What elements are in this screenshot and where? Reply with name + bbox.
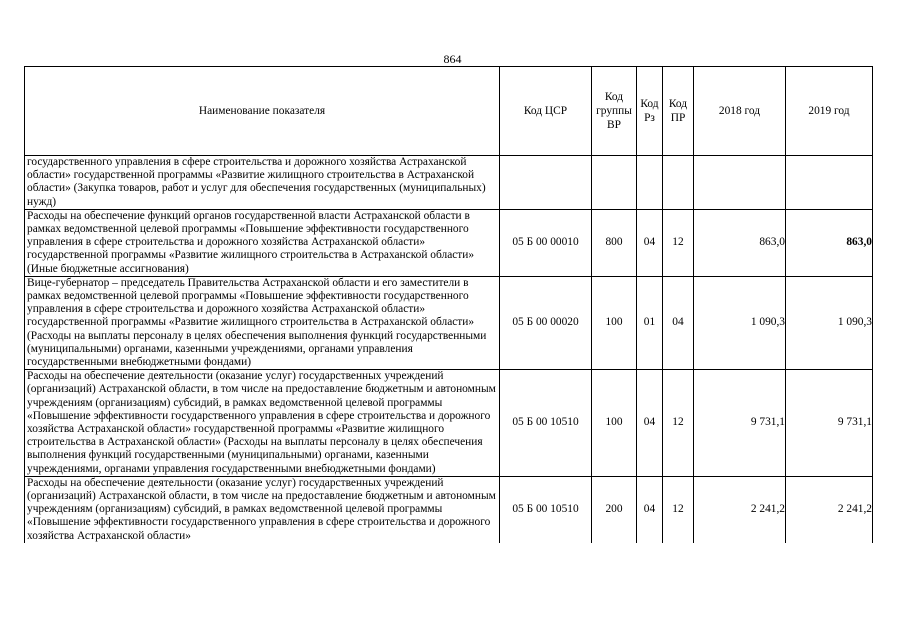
header-pr: Код ПР xyxy=(663,67,694,156)
header-vr: Код группы ВР xyxy=(592,67,637,156)
row-csr: 05 Б 00 00020 xyxy=(500,276,592,369)
row-2018 xyxy=(694,156,786,210)
row-vr: 800 xyxy=(592,209,637,276)
header-2019: 2019 год xyxy=(786,67,873,156)
row-2019 xyxy=(786,156,873,210)
header-name: Наименование показателя xyxy=(25,67,500,156)
table-row xyxy=(25,156,873,210)
row-vr: 200 xyxy=(592,476,637,543)
row-pr: 12 xyxy=(663,370,694,477)
page-number: 864 xyxy=(443,52,462,66)
row-name: Расходы на обеспечение функций органов государственной власти Астраханской области в рамках ведомственной целевой программы «Повышение эффективности государственного управления в сфере строительства и дорожного хозяйства Астраханской области» государственной программы «Развитие жилищного строительства в Астраханской области» (Иные бюджетные ассигнования) xyxy=(25,209,500,276)
row-2019: 1 090,3 xyxy=(786,276,873,369)
table-row xyxy=(25,209,873,276)
row-csr: 05 Б 00 10510 xyxy=(500,476,592,543)
budget-table xyxy=(24,66,873,543)
row-2018: 863,0 xyxy=(694,209,786,276)
row-csr: 05 Б 00 00010 xyxy=(500,209,592,276)
row-vr: 100 xyxy=(592,276,637,369)
header-csr: Код ЦСР xyxy=(500,67,592,156)
row-pr: 04 xyxy=(663,276,694,369)
row-name: Расходы на обеспечение деятельности (оказание услуг) государственных учреждений (организаций) Астраханской области, в том числе на предоставление бюджетным и автономным учреждениям (организациям) субсидий, в рамках ведомственной целевой программы «Повышение эффективности государственного управления в сфере строительства и дорожного хозяйства Астраханской области» государственной программы «Развитие жилищного строительства в Астраханской области» (Расходы на выплаты персоналу в целях обеспечения выполнения функций государственными (муниципальными) органами, казенными учреждениями, органами управления государственными внебюджетными фондами) xyxy=(25,370,500,477)
row-vr: 100 xyxy=(592,370,637,477)
row-name: Расходы на обеспечение деятельности (оказание услуг) государственных учреждений (организаций) Астраханской области, в том числе на предоставление бюджетным и автономным учреждениям (организациям) субсидий, в рамках ведомственной целевой программы «Повышение эффективности государственного управления в сфере строительства и дорожного хозяйства Астраханской области» xyxy=(25,476,500,543)
row-pr: 12 xyxy=(663,476,694,543)
header-2018: 2018 год xyxy=(694,67,786,156)
table-row xyxy=(25,276,873,369)
row-rz xyxy=(637,156,663,210)
table-header-row xyxy=(25,67,873,156)
row-rz: 01 xyxy=(637,276,663,369)
row-2018: 2 241,2 xyxy=(694,476,786,543)
row-vr xyxy=(592,156,637,210)
table-row xyxy=(25,476,873,543)
row-pr xyxy=(663,156,694,210)
row-name: Вице-губернатор – председатель Правительства Астраханской области и его заместители в рамках ведомственной целевой программы «Повышение эффективности государственного управления в сфере строительства и дорожного хозяйства Астраханской области» государственной программы «Развитие жилищного строительства в Астраханской области» (Расходы на выплаты персоналу в целях обеспечения выполнения функций государственными (муниципальными) органами, казенными учреждениями, органами управления государственными внебюджетными фондами) xyxy=(25,276,500,369)
row-2018: 1 090,3 xyxy=(694,276,786,369)
row-name: государственного управления в сфере строительства и дорожного хозяйства Астраханской области» государственной программы «Развитие жилищного строительства в Астраханской области» (Закупка товаров, работ и услуг для обеспечения государственных (муниципальных) нужд) xyxy=(25,156,500,210)
row-csr: 05 Б 00 10510 xyxy=(500,370,592,477)
row-pr: 12 xyxy=(663,209,694,276)
row-2019: 863,0 xyxy=(786,209,873,276)
row-rz: 04 xyxy=(637,476,663,543)
table-row xyxy=(25,370,873,477)
row-csr xyxy=(500,156,592,210)
row-2019: 9 731,1 xyxy=(786,370,873,477)
row-rz: 04 xyxy=(637,370,663,477)
row-2019: 2 241,2 xyxy=(786,476,873,543)
row-rz: 04 xyxy=(637,209,663,276)
row-2018: 9 731,1 xyxy=(694,370,786,477)
header-rz: Код Рз xyxy=(637,67,663,156)
